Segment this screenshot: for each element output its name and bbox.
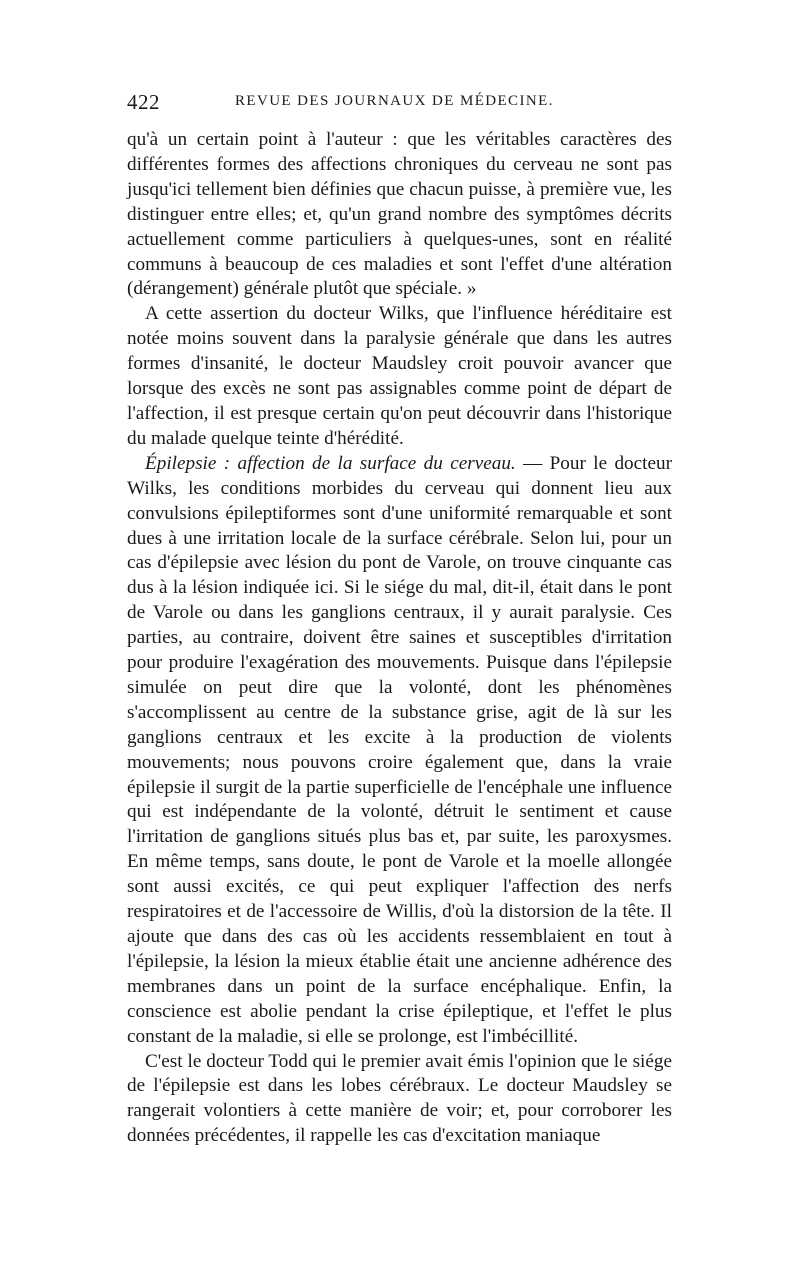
running-title: REVUE DES JOURNAUX DE MÉDECINE. (235, 93, 554, 109)
paragraph-3-text: — Pour le docteur Wilks, les conditions morbides du cerveau qui donnent lieu aux convulsions épileptiformes sont d'une uniformité remarquable et sont dues à une irritation locale de la surface cérébrale. Selon lui, pour un cas d'épilepsie avec lésion du pont de Varole, on trouve cinquante cas dus à la lésion indiquée ici. Si le siége du mal, dit-il, était dans le pont de Varole ou dans les ganglions centraux, il y aurait paralysie. Ces parties, au contraire, doivent être saines et susceptibles d'irritation pour produire l'exagération des mouvements. Puisque dans l'épilepsie simulée on peut dire que la volonté, dont les phénomènes s'accomplissent au centre de la substance grise, agit de là sur les ganglions centraux et les excite à la production de violents mouvements; nous pouvons croire également que, dans la vraie épilepsie il surgit de la partie superficielle de l'encéphale une influence qui est indépendante de la volonté, détruit le sentiment et cause l'irritation de ganglions situés plus bas et, par suite, les paroxysmes. En même temps, sans doute, le pont de Varole et la moelle allongée sont aussi excités, ce qui peut expliquer l'affection des nerfs respiratoires et de l'accessoire de Willis, d'où la distorsion de la tête. Il ajoute que dans des cas où les accidents ressemblaient en tout à l'épilepsie, la lésion la mieux établie était une ancienne adhérence des membranes dans un point de la surface encéphalique. Enfin, la conscience est abolie pendant la crise épileptique, et l'effet le plus constant de la maladie, si elle se prolonge, est l'imbécillité. (127, 452, 672, 1047)
paragraph-3 (127, 452, 672, 1050)
page-number: 422 (127, 90, 160, 114)
paragraph-4: C'est le docteur Todd qui le premier avait émis l'opinion que le siége de l'épilepsie est dans les lobes cérébraux. Le docteur Maudsley se rangerait volontiers à cette manière de voir; et, pour corroborer les données précédentes, il rappelle les cas d'excitation maniaque (127, 1050, 672, 1147)
body-text (127, 128, 672, 1149)
section-heading-epilepsie: Épilepsie : affection de la surface du cerveau. (145, 452, 516, 474)
page-header (127, 90, 672, 120)
paragraph-2: A cette assertion du docteur Wilks, que l'influence héréditaire est notée moins souvent dans la paralysie générale que dans les autres formes d'insanité, le docteur Maudsley croit pouvoir avancer que lorsque des excès ne sont pas assignables comme point de départ de l'affection, il est presque certain qu'on peut découvrir dans l'historique du malade quelque teinte d'hérédité. (127, 303, 672, 449)
paragraph-1: qu'à un certain point à l'auteur : que les véritables caractères des différentes formes des affections chroniques du cerveau ne sont pas jusqu'ici tellement bien définies que chacun puisse, à première vue, les distinguer entre elles; et, qu'un grand nombre des symptômes décrits actuellement comme particuliers à quelques-unes, sont en réalité communs à beaucoup de ces maladies et sont l'effet d'une altération (dérangement) générale plutôt que spéciale. » (127, 129, 672, 300)
